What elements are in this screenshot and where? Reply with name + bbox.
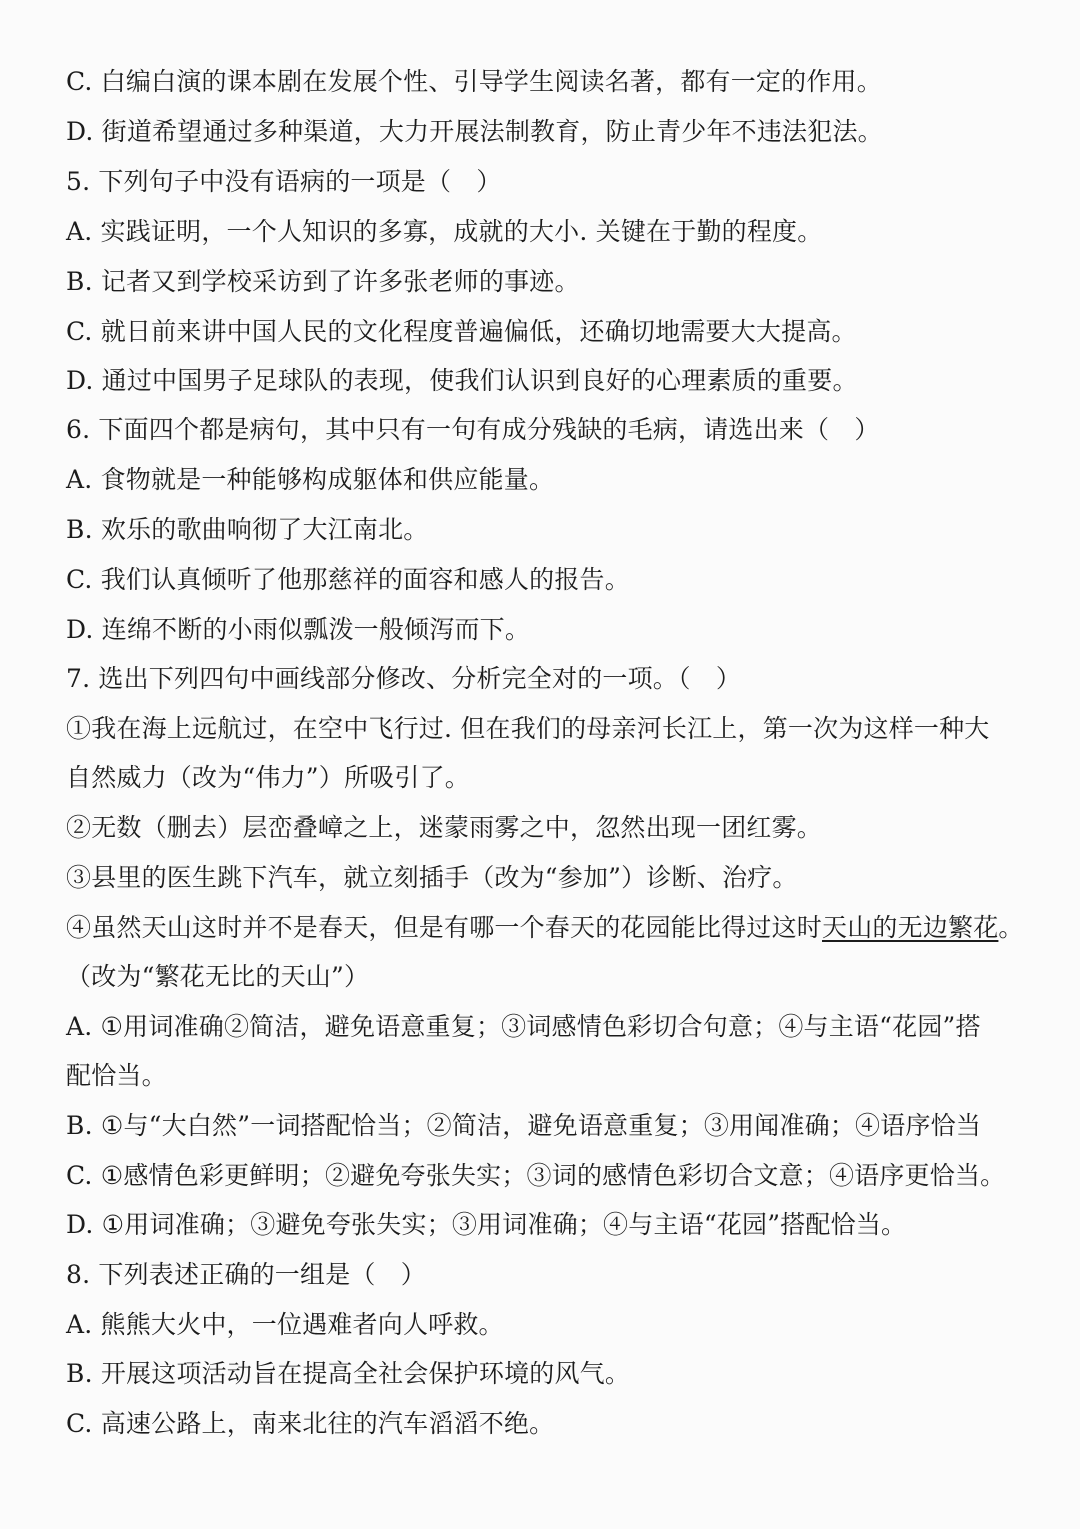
option-line: A. 食物就是一种能够构成躯体和供应能量。 xyxy=(66,465,555,494)
option-line: B. 记者又到学校采访到了许多张老师的事迹。 xyxy=(66,267,580,296)
option-line: B. 开展这项活动旨在提高全社会保护环境的风气。 xyxy=(66,1359,631,1388)
sentence-text: ④虽然天山这时并不是春天，但是有哪一个春天的花园能比得过这时 xyxy=(66,913,823,942)
option-line: A. 实践证明，一个人知识的多寡，成就的大小. 关键在于勤的程度。 xyxy=(66,217,823,246)
option-line: B. ①与“大白然”一词搭配恰当；②简洁，避免语意重复；③用闻准确；④语序恰当 xyxy=(66,1111,982,1140)
sentence-line: ③县里的医生跳下汽车，就立刻插手（改为“参加”）诊断、治疗。 xyxy=(66,863,798,892)
option-line: 配恰当。 xyxy=(66,1061,167,1090)
question-line: 7. 选出下列四句中画线部分修改、分析完全对的一项。（ ） xyxy=(66,664,742,693)
option-line: C. 就日前来讲中国人民的文化程度普遍偏低，还确切地需要大大提高。 xyxy=(66,317,857,346)
sentence-line xyxy=(66,908,1024,948)
sentence-line: 自然威力（改为“伟力”）所吸引了。 xyxy=(66,763,470,792)
option-line: D. 通过中国男子足球队的表现，使我们认识到良好的心理素质的重要。 xyxy=(66,366,858,395)
sentence-end: 。 xyxy=(998,913,1024,942)
option-line: C. 高速公路上，南来北往的汽车滔滔不绝。 xyxy=(66,1409,555,1438)
option-line: C. ①感情色彩更鲜明；②避免夸张失实；③词的感情色彩切合文意；④语序更恰当。 xyxy=(66,1161,1006,1190)
option-line: C. 白编白演的课本剧在发展个性、引导学生阅读名著，都有一定的作用。 xyxy=(66,67,882,96)
option-line: D. 街道希望通过多种渠道，大力开展法制教育，防止青少年不违法犯法。 xyxy=(66,117,883,146)
question-line: 6. 下面四个都是病句，其中只有一句有成分残缺的毛病，请选出来（ ） xyxy=(66,415,880,444)
question-line: 8. 下列表述正确的一组是（ ） xyxy=(66,1260,427,1289)
option-line: C. 我们认真倾听了他那慈祥的面容和感人的报告。 xyxy=(66,565,630,594)
option-line: B. 欢乐的歌曲响彻了大江南北。 xyxy=(66,515,429,544)
option-line: D. ①用词准确；③避免夸张失实；③用词准确；④与主语“花园”搭配恰当。 xyxy=(66,1210,907,1239)
option-line: A. ①用词准确②简洁，避免语意重复；③词感情色彩切合句意；④与主语“花园”搭 xyxy=(66,1012,981,1041)
sentence-line: ①我在海上远航过，在空中飞行过. 但在我们的母亲河长江上，第一次为这样一种大 xyxy=(66,714,990,743)
option-line: A. 熊熊大火中，一位遇难者向人呼救。 xyxy=(66,1310,504,1339)
underlined-phrase: 天山的无边繁花 xyxy=(822,913,999,942)
option-line: D. 连绵不断的小雨似瓢泼一般倾泻而下。 xyxy=(66,615,531,644)
sentence-line: ②无数（删去）层峦叠嶂之上，迷蒙雨雾之中，忽然出现一团红雾。 xyxy=(66,813,823,842)
question-line: 5. 下列句子中没有语病的一项是（ ） xyxy=(66,167,502,196)
sentence-line: （改为“繁花无比的天山”） xyxy=(66,962,370,991)
